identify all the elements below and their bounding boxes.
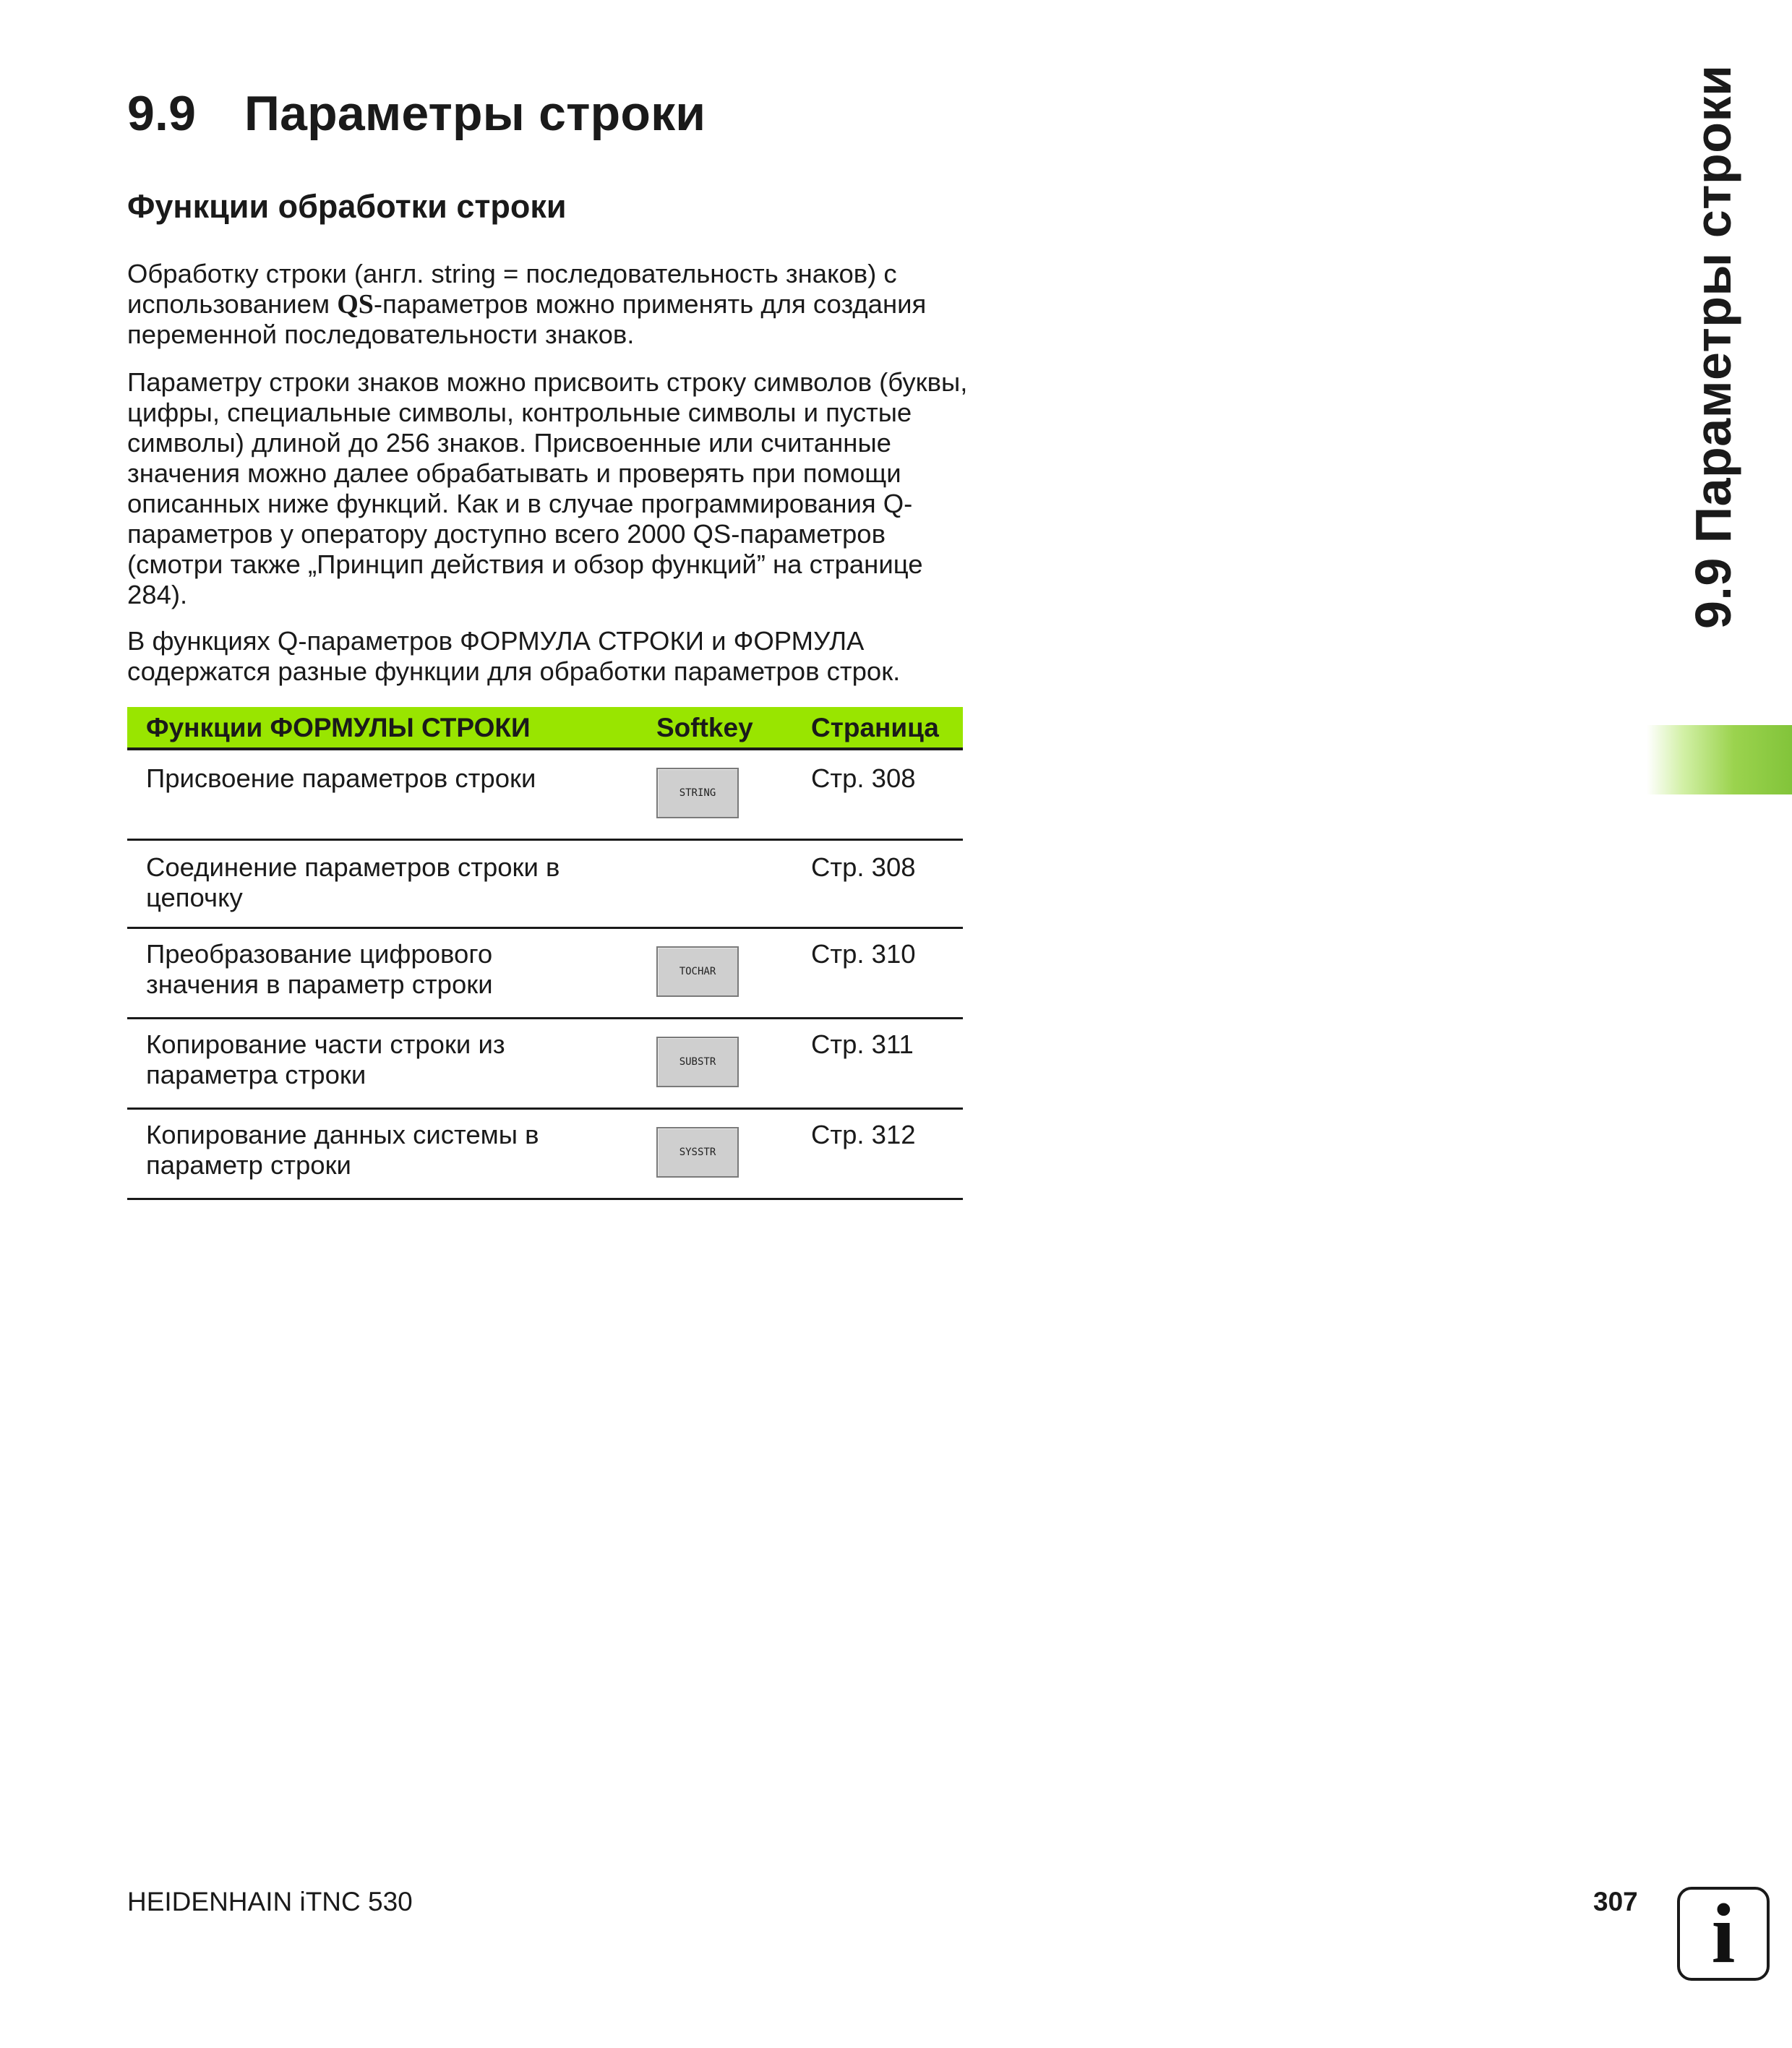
page-title — [127, 85, 706, 142]
row-function: Копирование данных системы в параметр строки — [146, 1120, 539, 1180]
row-function: Преобразование цифрового значения в параметр строки — [146, 939, 493, 999]
table-header — [127, 707, 963, 750]
softkey-sysstr[interactable]: SYSSTR — [656, 1127, 739, 1178]
row-page: Стр. 312 — [811, 1120, 916, 1149]
table-row — [127, 1019, 963, 1110]
section-number: 9.9 — [127, 86, 197, 141]
paragraph-functions: В функциях Q-параметров ФОРМУЛА СТРОКИ и ФОРМУЛА содержатся разные функции для обработки параметров строк. — [127, 626, 901, 686]
table-row — [127, 750, 963, 841]
qs-term: QS — [337, 289, 374, 320]
table-row — [127, 929, 963, 1019]
chapter-tab — [1647, 725, 1792, 794]
paragraph-intro-start: Обработку строки (англ. string = последовательность знаков) с использованием — [127, 259, 897, 319]
header-page: Страница — [811, 713, 939, 742]
softkey-string[interactable]: STRING — [656, 768, 739, 818]
footer-product: HEIDENHAIN iTNC 530 — [127, 1887, 413, 1916]
table-row — [127, 1110, 963, 1200]
row-function: Присвоение параметров строки — [146, 763, 536, 793]
row-page: Стр. 311 — [811, 1029, 914, 1059]
row-page: Стр. 308 — [811, 852, 916, 882]
softkey-substr[interactable]: SUBSTR — [656, 1037, 739, 1087]
header-softkey: Softkey — [656, 713, 753, 742]
table-row — [127, 841, 963, 929]
paragraph-details: Параметру строки знаков можно присвоить строку символов (буквы, цифры, специальные символы, контрольные символы и пустые символы) длиной до 256 знаков. Присвоенные или считанные значения можно далее обрабатывать и проверять при помощи описанных ниже функций. Как и в случае программирования Q-параметров у оператору доступно всего 2000 QS-параметров (смотри также „Принцип действия и обзор функций” на странице 284). — [127, 367, 968, 609]
side-section-title: 9.9 Параметры строки — [1685, 64, 1741, 629]
section-title: Параметры строки — [244, 86, 706, 141]
header-functions: Функции ФОРМУЛЫ СТРОКИ — [146, 713, 531, 742]
softkey-tochar[interactable]: TOCHAR — [656, 946, 739, 997]
paragraph-intro — [127, 259, 973, 350]
subsection-title: Функции обработки строки — [127, 188, 567, 225]
info-icon: i — [1677, 1887, 1770, 1981]
functions-table — [127, 707, 963, 1200]
page-number: 307 — [1593, 1887, 1638, 1916]
paragraph-intro-end: -параметров можно применять для создания переменной последовательности знаков. — [127, 289, 927, 349]
row-page: Стр. 308 — [811, 763, 916, 793]
row-page: Стр. 310 — [811, 939, 916, 969]
row-function: Копирование части строки из параметра строки — [146, 1029, 505, 1089]
row-function: Соединение параметров строки в цепочку — [146, 852, 560, 912]
